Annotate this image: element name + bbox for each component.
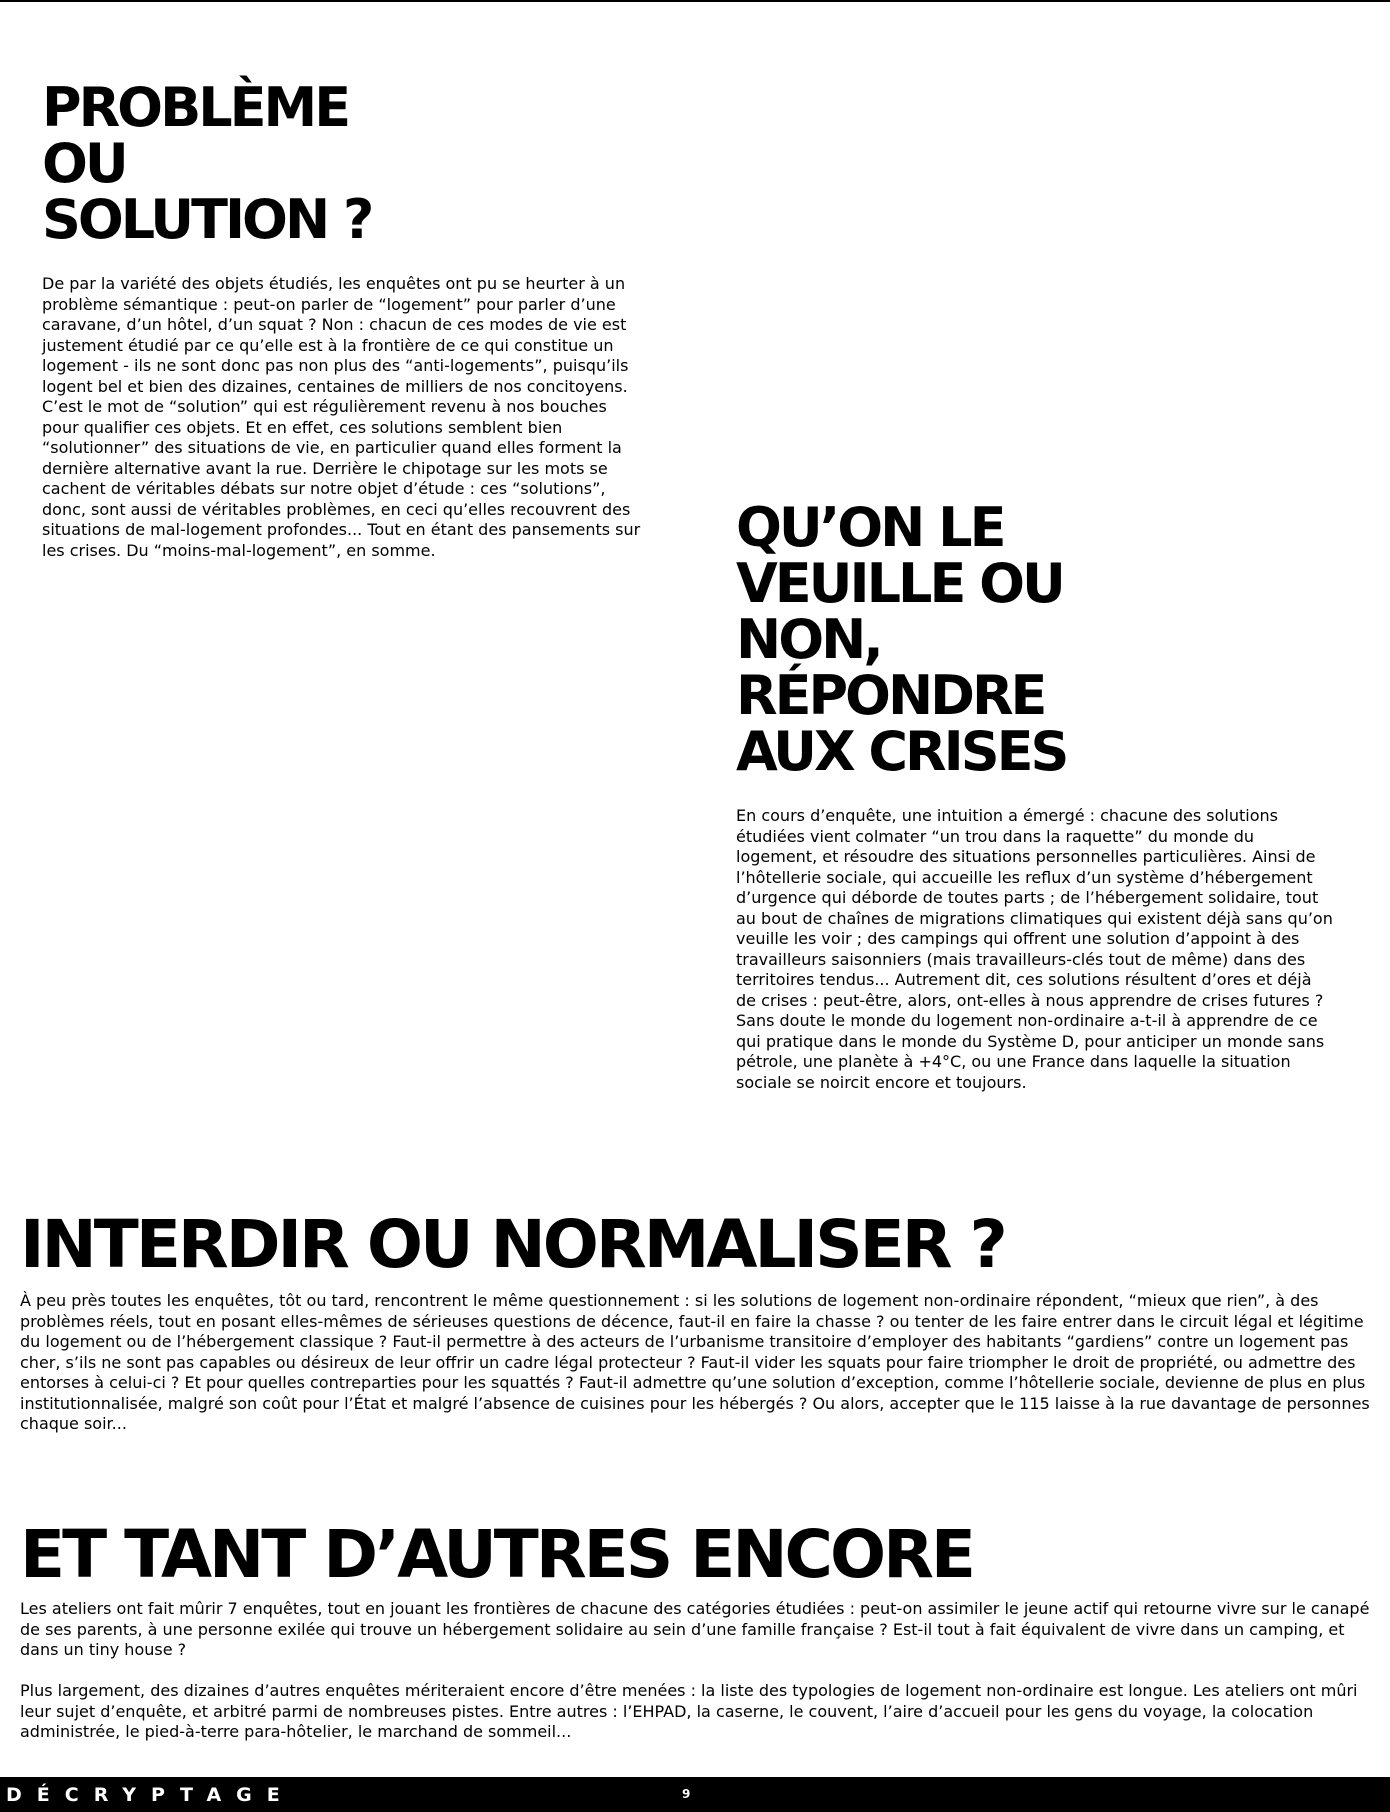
top-rule [0, 0, 1390, 2]
paragraph-autres-enquetes: Plus largement, des dizaines d’autres enquêtes mériteraient encore d’être menées : la liste des typologies de logement non-ordinaire est longue. Les ateliers ont mûri leur sujet d’enquête, et arbitré parmi de nombreuses pistes. Entre autres : l’EHPAD, la caserne, le couvent, l’aire d’accueil pour les gens du voyage, la colocation administrée, le pied-à-terre para-hôtelier, le marchand de sommeil... [20, 1681, 1358, 1741]
page-number: 9 [682, 1787, 691, 1801]
heading-interdir-ou-normaliser: INTERDIR OU NORMALISER ? [20, 1206, 1005, 1283]
paragraph-repondre-aux-crises: En cours d’enquête, une intuition a émergé : chacune des solutions étudiées vient colmater “un trou dans la raquette” du monde du logement, et résoudre des situations personnelles particulières. Ainsi de l’hôtellerie sociale, qui accueille les reflux d’un système d’hébergement d’urgence qui déborde de toutes parts ; de l’hébergement solidaire, tout au bout de chaînes de migrations climatiques qui existent déjà sans qu’on veuille les voir ; des campings qui offrent une solution d’appoint à des travailleurs saisonniers (mais travailleurs-clés tout de même) dans des territoires tendus... Autrement dit, ces solutions résultent d’ores et déjà de crises : peut-être, alors, ont-elles à nous apprendre de crises futures ? Sans doute le monde du logement non-ordinaire a-t-il à apprendre de ce qui pratique dans le monde du Système D, pour anticiper un monde sans pétrole, une planète à +4°C, ou une France dans laquelle la situation sociale se noircit encore et toujours. [736, 806, 1333, 1092]
heading-probleme-ou-solution: PROBLÈME OU SOLUTION ? [42, 76, 372, 251]
heading-repondre-aux-crises: QU’ON LE VEUILLE OU NON, RÉPONDRE AUX CRISES [736, 496, 1067, 783]
section-label: DÉCRYPTAGE [6, 1784, 295, 1806]
paragraph-probleme-ou-solution: De par la variété des objets étudiés, les enquêtes ont pu se heurter à un problème sémantique : peut-on parler de “logement” pour parler d’une caravane, d’un hôtel, d’un squat ? Non : chacun de ces modes de vie est justement étudié par ce qu’elle est à la frontière de ce qui constitue un logement - ils ne sont donc pas non plus des “anti-logements”, puisqu’ils logent bel et bien des dizaines, centaines de milliers de nos concitoyens. C’est le mot de “solution” qui est régulièrement revenu à nos bouches pour qualifier ces objets. Et en effet, ces solutions semblent bien “solutionner” des situations de vie, en particulier quand elles forment la dernière alternative avant la rue. Derrière le chipotage sur les mots se cachent de véritables débats sur notre objet d’étude : ces “solutions”, donc, sont aussi de véritables problèmes, en ceci qu’elles recouvrent des situations de mal-logement profondes... Tout en étant des pansements sur les crises. Du “moins-mal-logement”, en somme. [42, 274, 641, 560]
paragraph-ateliers-enquetes: Les ateliers ont fait mûrir 7 enquêtes, tout en jouant les frontières de chacune des catégories étudiées : peut-on assimiler le jeune actif qui retourne vivre sur le canapé de ses parents, à une personne exilée qui trouve un hébergement solidaire au sein d’une famille française ? Est-il tout à fait équivalent de vivre dans un camping, et dans un tiny house ? [20, 1599, 1370, 1659]
paragraph-interdir-ou-normaliser: À peu près toutes les enquêtes, tôt ou tard, rencontrent le même questionnement : si les solutions de logement non-ordinaire répondent, “mieux que rien”, à des problèmes réels, tout en posant elles-mêmes de sérieuses questions de décence, faut-il en faire la chasse ? ou tenter de les faire entrer dans le circuit légal et légitime du logement ou de l’hébergement classique ? Faut-il permettre à des acteurs de l’urbanisme transitoire d’employer des habitants “gardiens” contre un logement pas cher, s’ils ne sont pas capables ou désireux de leur offrir un cadre légal protecteur ? Faut-il vider les squats pour faire triompher le droit de propriété, ou admettre des entorses à celui-ci ? Et pour quelles contreparties pour les squattés ? Faut-il admettre qu’une solution d’exception, comme l’hôtellerie sociale, devienne de plus en plus institutionnalisée, malgré son coût pour l’État et malgré l’absence de cuisines pour les hébergés ? Ou alors, accepter que le 115 laisse à la rue davantage de personnes chaque soir... [20, 1291, 1370, 1433]
footer-bar [0, 1777, 1390, 1812]
heading-et-tant-d-autres-encore: ET TANT D’AUTRES ENCORE [20, 1516, 974, 1593]
